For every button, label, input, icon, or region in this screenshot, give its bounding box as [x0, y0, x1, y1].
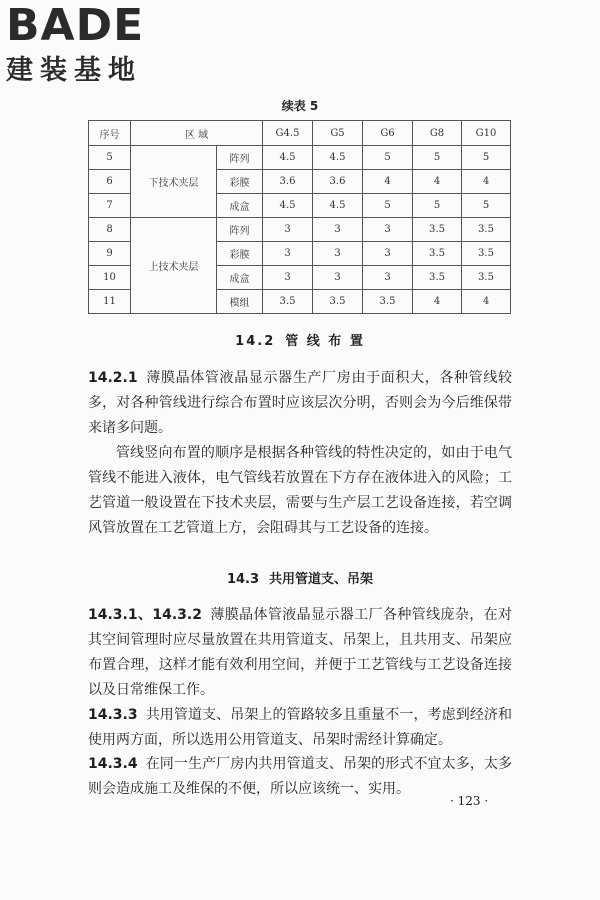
- section-heading-14-3: [0, 568, 600, 587]
- paragraph-14-3-1: [88, 603, 512, 703]
- value-cell: 3.5: [462, 266, 511, 290]
- paragraph-14-3-4: [88, 752, 512, 802]
- value-cell: 3: [313, 242, 363, 266]
- value-cell: 4: [462, 290, 511, 314]
- section-title: 共用管道支、吊架: [269, 572, 374, 587]
- col-header-g8: G8: [413, 121, 462, 146]
- section-number: 14.3: [226, 572, 260, 587]
- item-cell: 模组: [217, 290, 263, 314]
- row-number: 7: [89, 194, 131, 218]
- section-number: 14.2: [235, 334, 276, 349]
- value-cell: 4.5: [263, 146, 313, 170]
- col-header-no: 序号: [89, 121, 131, 146]
- value-cell: 4: [413, 170, 462, 194]
- item-cell: 彩膜: [217, 242, 263, 266]
- value-cell: 3.5: [462, 242, 511, 266]
- value-cell: 3.6: [313, 170, 363, 194]
- value-cell: 3.5: [263, 290, 313, 314]
- row-number: 11: [89, 290, 131, 314]
- paragraph-text: 在同一生产厂房内共用管道支、吊架的形式不宜太多，太多则会造成施工及维保的不便，所以应该统一、实用。: [88, 756, 512, 797]
- value-cell: 3.5: [413, 242, 462, 266]
- col-header-zone: 区 域: [131, 121, 263, 146]
- zone-cell: 下技术夹层: [131, 146, 217, 218]
- table-row: [89, 218, 511, 242]
- section-heading-14-2: [0, 330, 600, 349]
- value-cell: 3.5: [462, 218, 511, 242]
- paragraph-text: 管线竖向布置的顺序是根据各种管线的特性决定的，如由于电气管线不能进入液体，电气管线若放置在下方存在液体进入的风险；工艺管道一般设置在下技术夹层，需要与生产层工艺设备连接，若空调风管放置在工艺管道上方，会阻碍其与工艺设备的连接。: [88, 445, 512, 536]
- clause-number: 14.2.1: [88, 370, 138, 386]
- paragraph-text: 薄膜晶体管液晶显示器工厂各种管线庞杂，在对其空间管理时应尽量放置在共用管道支、吊架上，且共用支、吊架应布置合理，这样才能有效利用空间，并便于工艺管线与工艺设备连接以及日常维保工作。: [88, 607, 512, 698]
- value-cell: 4.5: [313, 194, 363, 218]
- value-cell: 4.5: [313, 146, 363, 170]
- paragraph-text: 薄膜晶体管液晶显示器生产厂房由于面积大，各种管线较多，对各种管线进行综合布置时应该层次分明，否则会为今后维保带来诸多问题。: [88, 370, 512, 436]
- paragraph-14-3-3: [88, 703, 512, 753]
- clause-number: 14.3.4: [88, 756, 138, 772]
- value-cell: 3.5: [413, 266, 462, 290]
- row-number: 5: [89, 146, 131, 170]
- item-cell: 阵列: [217, 146, 263, 170]
- zone-cell: 上技术夹层: [131, 218, 217, 314]
- table-row: [89, 146, 511, 170]
- value-cell: 3: [263, 266, 313, 290]
- value-cell: 3: [263, 242, 313, 266]
- item-cell: 成盒: [217, 194, 263, 218]
- table-header-row: [89, 121, 511, 146]
- value-cell: 3.6: [263, 170, 313, 194]
- value-cell: 3: [363, 218, 413, 242]
- paragraph-text: 共用管道支、吊架上的管路较多且重量不一，考虑到经济和使用两方面，所以选用公用管道支、吊架时需经计算确定。: [88, 707, 512, 748]
- col-header-g6: G6: [363, 121, 413, 146]
- value-cell: 3.5: [413, 218, 462, 242]
- logo: [6, 0, 145, 86]
- item-cell: 阵列: [217, 218, 263, 242]
- value-cell: 5: [462, 146, 511, 170]
- row-number: 10: [89, 266, 131, 290]
- col-header-g10: G10: [462, 121, 511, 146]
- table-caption: 续表 5: [281, 99, 319, 113]
- value-cell: 4: [363, 170, 413, 194]
- clause-number: 14.3.3: [88, 707, 138, 723]
- value-cell: 4: [413, 290, 462, 314]
- value-cell: 5: [413, 194, 462, 218]
- data-table: [88, 120, 511, 314]
- value-cell: 3.5: [313, 290, 363, 314]
- value-cell: 3: [363, 266, 413, 290]
- value-cell: 4: [462, 170, 511, 194]
- logo-subtitle: 建装基地: [6, 55, 142, 86]
- value-cell: 3: [313, 266, 363, 290]
- item-cell: 成盒: [217, 266, 263, 290]
- clause-number: 14.3.1、14.3.2: [88, 607, 202, 623]
- value-cell: 3: [313, 218, 363, 242]
- item-cell: 彩膜: [217, 170, 263, 194]
- value-cell: 5: [462, 194, 511, 218]
- page-number: · 123 ·: [450, 794, 489, 808]
- logo-mark: BADE: [6, 0, 145, 51]
- col-header-g5: G5: [313, 121, 363, 146]
- paragraph-14-2-1-continued: [88, 441, 512, 541]
- value-cell: 5: [363, 194, 413, 218]
- value-cell: 5: [363, 146, 413, 170]
- row-number: 8: [89, 218, 131, 242]
- value-cell: 3: [263, 218, 313, 242]
- value-cell: 5: [413, 146, 462, 170]
- value-cell: 3.5: [363, 290, 413, 314]
- section-title: 管 线 布 置: [285, 334, 365, 349]
- value-cell: 4.5: [263, 194, 313, 218]
- row-number: 6: [89, 170, 131, 194]
- paragraph-14-2-1: [88, 366, 512, 441]
- col-header-g45: G4.5: [263, 121, 313, 146]
- value-cell: 3: [363, 242, 413, 266]
- row-number: 9: [89, 242, 131, 266]
